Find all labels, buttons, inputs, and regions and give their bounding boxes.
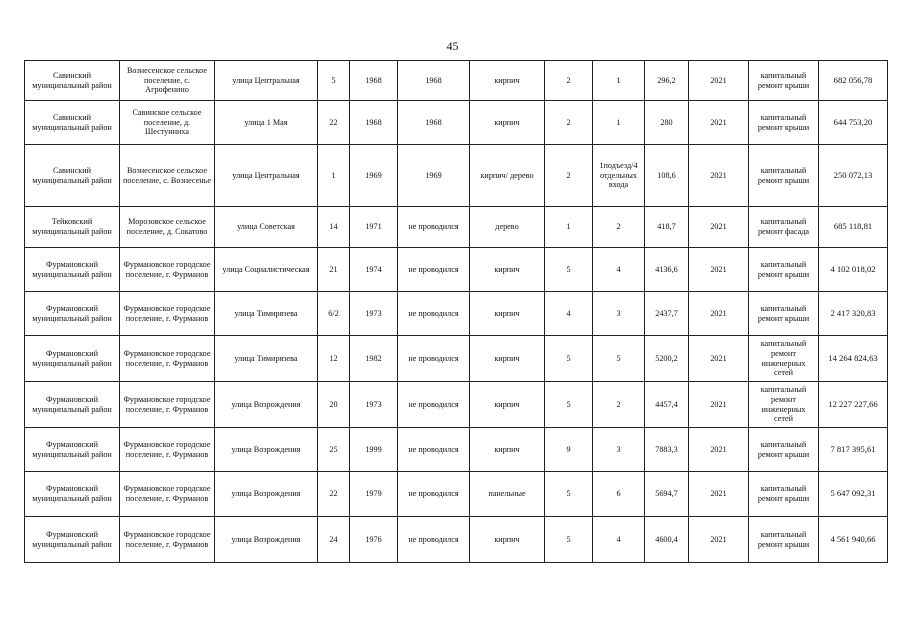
- cell-year-built: 1979: [350, 472, 398, 517]
- cell-street: улица Центральная: [215, 145, 318, 207]
- cell-area: 4136,6: [645, 248, 689, 292]
- cell-work-type: капитальный ремонт крыши: [749, 472, 819, 517]
- cell-entrances: 2: [593, 207, 645, 248]
- cell-plan-year: 2021: [689, 207, 749, 248]
- cell-cost: 685 118,81: [819, 207, 888, 248]
- cell-settlement: Фурмановское городское поселение, г. Фурманов: [120, 472, 215, 517]
- cell-wall-material: кирпич: [470, 382, 545, 428]
- cell-wall-material: панельные: [470, 472, 545, 517]
- cell-street: улица Социалистическая: [215, 248, 318, 292]
- cell-year-built: 1973: [350, 292, 398, 336]
- cell-last-repair-year: не проводился: [398, 472, 470, 517]
- cell-settlement: Фурмановское городское поселение, г. Фурманов: [120, 336, 215, 382]
- cell-floors: 2: [545, 145, 593, 207]
- cell-settlement: Вознесенское сельское поселение, с. Вознесенье: [120, 145, 215, 207]
- cell-floors: 4: [545, 292, 593, 336]
- cell-house-number: 22: [318, 472, 350, 517]
- cell-floors: 9: [545, 428, 593, 472]
- cell-plan-year: 2021: [689, 428, 749, 472]
- cell-area: 2437,7: [645, 292, 689, 336]
- cell-district: Фурмановский муниципальный район: [25, 472, 120, 517]
- cell-settlement: Морозовское сельское поселение, д. Сокатово: [120, 207, 215, 248]
- cell-cost: 644 753,20: [819, 101, 888, 145]
- cell-plan-year: 2021: [689, 145, 749, 207]
- table-row: [25, 207, 888, 248]
- cell-last-repair-year: не проводился: [398, 382, 470, 428]
- cell-street: улица 1 Мая: [215, 101, 318, 145]
- cell-plan-year: 2021: [689, 101, 749, 145]
- cell-last-repair-year: не проводился: [398, 207, 470, 248]
- cell-work-type: капитальный ремонт крыши: [749, 101, 819, 145]
- cell-entrances: 3: [593, 292, 645, 336]
- cell-plan-year: 2021: [689, 472, 749, 517]
- cell-area: 4457,4: [645, 382, 689, 428]
- cell-house-number: 20: [318, 382, 350, 428]
- cell-cost: 250 072,13: [819, 145, 888, 207]
- cell-plan-year: 2021: [689, 517, 749, 563]
- cell-district: Фурмановский муниципальный район: [25, 517, 120, 563]
- cell-floors: 5: [545, 336, 593, 382]
- cell-house-number: 24: [318, 517, 350, 563]
- cell-work-type: капитальный ремонт крыши: [749, 517, 819, 563]
- cell-wall-material: кирпич: [470, 292, 545, 336]
- cell-floors: 5: [545, 517, 593, 563]
- cell-entrances: 4: [593, 517, 645, 563]
- cell-floors: 5: [545, 472, 593, 517]
- cell-house-number: 1: [318, 145, 350, 207]
- cell-district: Фурмановский муниципальный район: [25, 382, 120, 428]
- cell-wall-material: кирпич/ дерево: [470, 145, 545, 207]
- cell-area: 7883,3: [645, 428, 689, 472]
- cell-cost: 12 227 227,66: [819, 382, 888, 428]
- cell-work-type: капитальный ремонт крыши: [749, 61, 819, 101]
- cell-entrances: 1: [593, 101, 645, 145]
- table-row: [25, 61, 888, 101]
- cell-settlement: Фурмановское городское поселение, г. Фурманов: [120, 292, 215, 336]
- cell-street: улица Возрождения: [215, 382, 318, 428]
- cell-entrances: 5: [593, 336, 645, 382]
- cell-street: улица Тимирязева: [215, 292, 318, 336]
- cell-last-repair-year: 1968: [398, 61, 470, 101]
- cell-entrances: 4: [593, 248, 645, 292]
- cell-area: 280: [645, 101, 689, 145]
- cell-wall-material: кирпич: [470, 336, 545, 382]
- cell-settlement: Вознесенское сельское поселение, с. Агрофенино: [120, 61, 215, 101]
- cell-cost: 14 264 824,63: [819, 336, 888, 382]
- cell-street: улица Советская: [215, 207, 318, 248]
- cell-entrances: 2: [593, 382, 645, 428]
- cell-floors: 5: [545, 382, 593, 428]
- cell-cost: 682 056,78: [819, 61, 888, 101]
- cell-house-number: 5: [318, 61, 350, 101]
- cell-year-built: 1999: [350, 428, 398, 472]
- table-row: [25, 336, 888, 382]
- cell-street: улица Возрождения: [215, 517, 318, 563]
- cell-wall-material: дерево: [470, 207, 545, 248]
- cell-cost: 5 647 092,31: [819, 472, 888, 517]
- cell-cost: 2 417 320,83: [819, 292, 888, 336]
- cell-settlement: Фурмановское городское поселение, г. Фурманов: [120, 248, 215, 292]
- table-row: [25, 517, 888, 563]
- cell-area: 5694,7: [645, 472, 689, 517]
- cell-year-built: 1973: [350, 382, 398, 428]
- cell-entrances: 1: [593, 61, 645, 101]
- cell-year-built: 1971: [350, 207, 398, 248]
- cell-district: Фурмановский муниципальный район: [25, 428, 120, 472]
- cell-last-repair-year: 1969: [398, 145, 470, 207]
- cell-year-built: 1968: [350, 101, 398, 145]
- cell-wall-material: кирпич: [470, 428, 545, 472]
- cell-district: Тейковский муниципальный район: [25, 207, 120, 248]
- cell-area: 418,7: [645, 207, 689, 248]
- cell-wall-material: кирпич: [470, 101, 545, 145]
- cell-year-built: 1974: [350, 248, 398, 292]
- cell-area: 296,2: [645, 61, 689, 101]
- table-row: [25, 428, 888, 472]
- cell-cost: 7 817 395,61: [819, 428, 888, 472]
- repair-program-table: [24, 60, 888, 563]
- table-row: [25, 472, 888, 517]
- cell-district: Фурмановский муниципальный район: [25, 292, 120, 336]
- cell-last-repair-year: не проводился: [398, 248, 470, 292]
- cell-last-repair-year: не проводился: [398, 428, 470, 472]
- cell-plan-year: 2021: [689, 61, 749, 101]
- cell-work-type: капитальный ремонт крыши: [749, 292, 819, 336]
- cell-last-repair-year: не проводился: [398, 292, 470, 336]
- cell-last-repair-year: не проводился: [398, 336, 470, 382]
- cell-street: улица Возрождения: [215, 428, 318, 472]
- cell-last-repair-year: не проводился: [398, 517, 470, 563]
- cell-district: Фурмановский муниципальный район: [25, 248, 120, 292]
- cell-settlement: Фурмановское городское поселение, г. Фурманов: [120, 517, 215, 563]
- cell-street: улица Тимирязева: [215, 336, 318, 382]
- cell-plan-year: 2021: [689, 336, 749, 382]
- cell-house-number: 22: [318, 101, 350, 145]
- cell-floors: 2: [545, 101, 593, 145]
- cell-settlement: Савинское сельское поселение, д. Шестунниха: [120, 101, 215, 145]
- cell-floors: 2: [545, 61, 593, 101]
- cell-area: 4600,4: [645, 517, 689, 563]
- cell-house-number: 6/2: [318, 292, 350, 336]
- cell-cost: 4 561 940,66: [819, 517, 888, 563]
- cell-work-type: капитальный ремонт инженерных сетей: [749, 336, 819, 382]
- cell-district: Савинский муниципальный район: [25, 61, 120, 101]
- table-row: [25, 292, 888, 336]
- table-body: [25, 61, 888, 563]
- cell-house-number: 12: [318, 336, 350, 382]
- cell-wall-material: кирпич: [470, 248, 545, 292]
- cell-district: Савинский муниципальный район: [25, 101, 120, 145]
- cell-floors: 5: [545, 248, 593, 292]
- cell-area: 5200,2: [645, 336, 689, 382]
- cell-entrances: 3: [593, 428, 645, 472]
- cell-area: 108,6: [645, 145, 689, 207]
- table-row: [25, 145, 888, 207]
- cell-year-built: 1969: [350, 145, 398, 207]
- cell-work-type: капитальный ремонт крыши: [749, 428, 819, 472]
- cell-settlement: Фурмановское городское поселение, г. Фурманов: [120, 382, 215, 428]
- cell-year-built: 1968: [350, 61, 398, 101]
- cell-last-repair-year: 1968: [398, 101, 470, 145]
- cell-year-built: 1982: [350, 336, 398, 382]
- cell-entrances: 1подъезд/4 отдельных входа: [593, 145, 645, 207]
- cell-work-type: капитальный ремонт крыши: [749, 248, 819, 292]
- cell-wall-material: кирпич: [470, 517, 545, 563]
- cell-plan-year: 2021: [689, 382, 749, 428]
- table-row: [25, 248, 888, 292]
- cell-work-type: капитальный ремонт инженерных сетей: [749, 382, 819, 428]
- cell-floors: 1: [545, 207, 593, 248]
- cell-work-type: капитальный ремонт крыши: [749, 145, 819, 207]
- cell-year-built: 1976: [350, 517, 398, 563]
- cell-plan-year: 2021: [689, 248, 749, 292]
- cell-street: улица Центральная: [215, 61, 318, 101]
- cell-house-number: 14: [318, 207, 350, 248]
- cell-settlement: Фурмановское городское поселение, г. Фурманов: [120, 428, 215, 472]
- cell-work-type: капитальный ремонт фасада: [749, 207, 819, 248]
- cell-house-number: 25: [318, 428, 350, 472]
- cell-cost: 4 102 018,02: [819, 248, 888, 292]
- table-row: [25, 382, 888, 428]
- cell-district: Савинский муниципальный район: [25, 145, 120, 207]
- cell-house-number: 21: [318, 248, 350, 292]
- cell-entrances: 6: [593, 472, 645, 517]
- cell-street: улица Возрождения: [215, 472, 318, 517]
- cell-wall-material: кирпич: [470, 61, 545, 101]
- cell-district: Фурмановский муниципальный район: [25, 336, 120, 382]
- table-row: [25, 101, 888, 145]
- cell-plan-year: 2021: [689, 292, 749, 336]
- page-number: 45: [446, 39, 459, 53]
